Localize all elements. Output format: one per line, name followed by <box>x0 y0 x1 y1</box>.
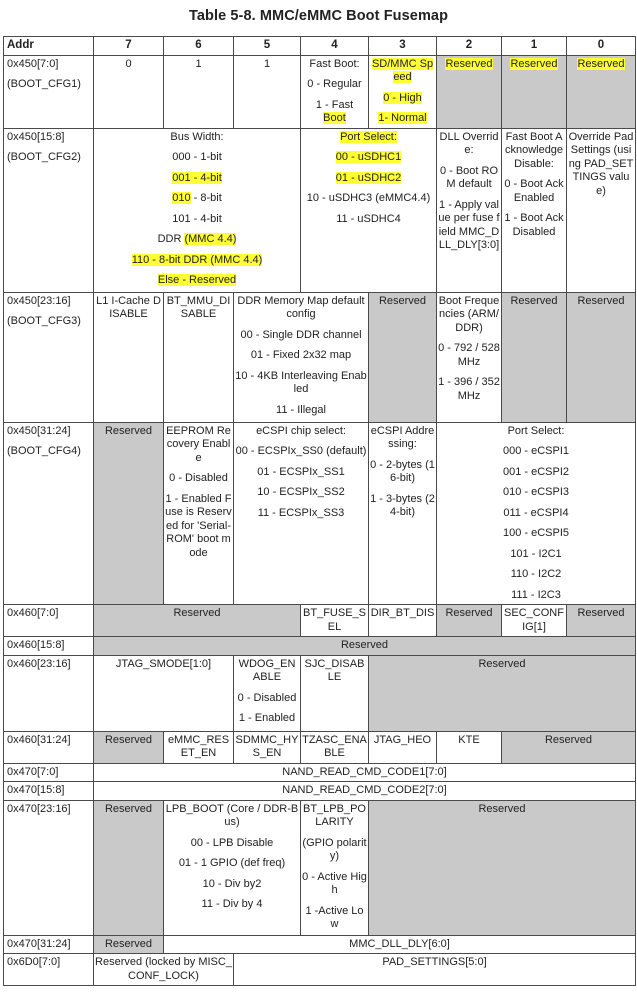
fusemap-table <box>3 36 636 986</box>
table-row <box>4 55 636 128</box>
reserved-cell: Reserved <box>502 292 567 422</box>
table-row <box>4 935 636 954</box>
table-row <box>4 422 636 605</box>
bt-mmu-cell: BT_MMU_DISABLE <box>164 292 234 422</box>
dir-bt-dis-cell: DIR_BT_DIS <box>369 605 437 637</box>
reserved-cell: Reserved <box>567 55 636 128</box>
pad-settings-cell: PAD_SETTINGS[5:0] <box>234 954 636 986</box>
cell-bit7: 0 <box>94 55 164 128</box>
kte-cell: KTE <box>437 731 502 763</box>
override-pad-cell: Override Pad Settings (using PAD_SETTINGS value) <box>567 128 636 292</box>
bt-fuse-sel-cell: BT_FUSE_SEL <box>301 605 369 637</box>
reserved-cell: Reserved <box>567 292 636 422</box>
col-header-bit7: 7 <box>94 37 164 56</box>
reserved-cell: Reserved <box>94 422 164 605</box>
table-row <box>4 128 636 292</box>
reserved-cell: Reserved <box>94 800 164 935</box>
addr-cell: 0x450[7:0] (BOOT_CFG1) <box>4 55 94 128</box>
col-header-bit3: 3 <box>369 37 437 56</box>
sec-config-cell: SEC_CONFIG[1] <box>502 605 567 637</box>
cell-bit5: 1 <box>234 55 301 128</box>
reserved-cell: Reserved <box>369 292 437 422</box>
boot-freq-cell: Boot Frequencies (ARM/DDR) 0 - 792 / 528 MHz 1 - 396 / 352MHz <box>437 292 502 422</box>
addr-cell: 0x460[23:16] <box>4 655 94 731</box>
reserved-cell: Reserved <box>369 800 636 935</box>
table-row <box>4 763 636 782</box>
reserved-locked-cell: Reserved (locked by MISC_CONF_LOCK) <box>94 954 234 986</box>
addr-cell: 0x6D0[7:0] <box>4 954 94 986</box>
tzasc-enable-cell: TZASC_ENABLE <box>301 731 369 763</box>
addr-cell: 0x460[31:24] <box>4 731 94 763</box>
col-header-bit2: 2 <box>437 37 502 56</box>
addr-cell: 0x460[15:8] <box>4 637 94 656</box>
addr-cell: 0x450[31:24] (BOOT_CFG4) <box>4 422 94 605</box>
reserved-cell: Reserved <box>437 55 502 128</box>
reserved-cell: Reserved <box>502 55 567 128</box>
reserved-cell: Reserved <box>567 605 636 637</box>
nand-code1-cell: NAND_READ_CMD_CODE1[7:0] <box>94 763 636 782</box>
sdmmc-hys-cell: SDMMC_HYS_EN <box>234 731 301 763</box>
eeprom-cell: EEPROM Recovery Enable 0 - Disabled 1 - Enabled Fuse is Reserved for 'Serial-ROM' boot mode <box>164 422 234 605</box>
col-header-bit5: 5 <box>234 37 301 56</box>
l1-icache-cell: L1 I-Cache DISABLE <box>94 292 164 422</box>
dll-override-cell: DLL Override: 0 - Boot ROM default 1 - Apply value per fuse field MMC_DLL_DLY[3:0] <box>437 128 502 292</box>
table-row <box>4 782 636 801</box>
lpb-boot-cell: LPB_BOOT (Core / DDR-Bus) 00 - LPB Disable 01 - 1 GPIO (def freq) 10 - Div by2 11 - Div by 4 <box>164 800 301 935</box>
addr-cell: 0x450[23:16] (BOOT_CFG3) <box>4 292 94 422</box>
col-header-bit0: 0 <box>567 37 636 56</box>
port-select-cell: Port Select: 000 - eCSPI1 001 - eCSPI2 010 - eCSPI3 011 - eCSPI4 100 - eCSPI5 101 - I2C1 110 - I2C2 111 - I2C3 <box>437 422 636 605</box>
header-row <box>4 37 636 56</box>
ecspi-chip-cell: eCSPI chip select: 00 - ECSPIx_SS0 (default) 01 - ECSPIx_SS1 10 - ECSPIx_SS2 11 - ECSPIx_SS3 <box>234 422 369 605</box>
col-header-bit1: 1 <box>502 37 567 56</box>
reserved-cell: Reserved <box>94 605 301 637</box>
reserved-cell: Reserved <box>94 731 164 763</box>
jtag-smode-cell: JTAG_SMODE[1:0] <box>94 655 234 731</box>
table-row <box>4 605 636 637</box>
table-row <box>4 292 636 422</box>
sd-speed-cell: SD/MMC Speed 0 - High 1- Normal <box>369 55 437 128</box>
col-header-bit4: 4 <box>301 37 369 56</box>
wdog-enable-cell: WDOG_ENABLE 0 - Disabled 1 - Enabled <box>234 655 301 731</box>
fast-boot-ack-cell: Fast Boot Acknowledge Disable: 0 - Boot Ack Enabled 1 - Boot Ack Disabled <box>502 128 567 292</box>
bus-width-cell: Bus Width: 000 - 1-bit 001 - 4-bit 010 - 8-bit 101 - 4-bit DDR (MMC 4.4) 110 - 8-bit DDR (MMC 4.4) Else - Reserved <box>94 128 301 292</box>
addr-cell: 0x450[15:8] (BOOT_CFG2) <box>4 128 94 292</box>
ddr-map-cell: DDR Memory Map default config 00 - Single DDR channel 01 - Fixed 2x32 map 10 - 4KB Interleaving Enabled 11 - Illegal <box>234 292 369 422</box>
col-header-addr: Addr <box>4 37 94 56</box>
ecspi-addr-cell: eCSPI Addressing: 0 - 2-bytes (16-bit) 1 - 3-bytes (24-bit) <box>369 422 437 605</box>
reserved-cell: Reserved <box>437 605 502 637</box>
table-title: Table 5-8. MMC/eMMC Boot Fusemap <box>188 8 449 24</box>
bt-lpb-polarity-cell: BT_LPB_POLARITY (GPIO polarity) 0 - Active High 1 -Active Low <box>301 800 369 935</box>
reserved-cell: Reserved <box>369 655 636 731</box>
addr-cell: 0x470[15:8] <box>4 782 94 801</box>
addr-cell: 0x470[7:0] <box>4 763 94 782</box>
reserved-cell: Reserved <box>94 935 164 954</box>
emmc-reset-cell: eMMC_RESET_EN <box>164 731 234 763</box>
table-row <box>4 800 636 935</box>
addr-cell: 0x470[23:16] <box>4 800 94 935</box>
sjc-disable-cell: SJC_DISABLE <box>301 655 369 731</box>
fast-boot-cell: Fast Boot: 0 - Regular 1 - Fast Boot <box>301 55 369 128</box>
nand-code2-cell: NAND_READ_CMD_CODE2[7:0] <box>94 782 636 801</box>
cell-bit6: 1 <box>164 55 234 128</box>
table-row <box>4 731 636 763</box>
port-select-cell: Port Select: 00 - uSDHC1 01 - uSDHC2 10 - uSDHC3 (eMMC4.4) 11 - uSDHC4 <box>301 128 437 292</box>
reserved-cell: Reserved <box>502 731 636 763</box>
table-row <box>4 954 636 986</box>
addr-cell: 0x470[31:24] <box>4 935 94 954</box>
mmc-dll-dly-cell: MMC_DLL_DLY[6:0] <box>164 935 636 954</box>
table-row <box>4 637 636 656</box>
jtag-heo-cell: JTAG_HEO <box>369 731 437 763</box>
reserved-cell: Reserved <box>94 637 636 656</box>
addr-cell: 0x460[7:0] <box>4 605 94 637</box>
col-header-bit6: 6 <box>164 37 234 56</box>
table-row <box>4 655 636 731</box>
